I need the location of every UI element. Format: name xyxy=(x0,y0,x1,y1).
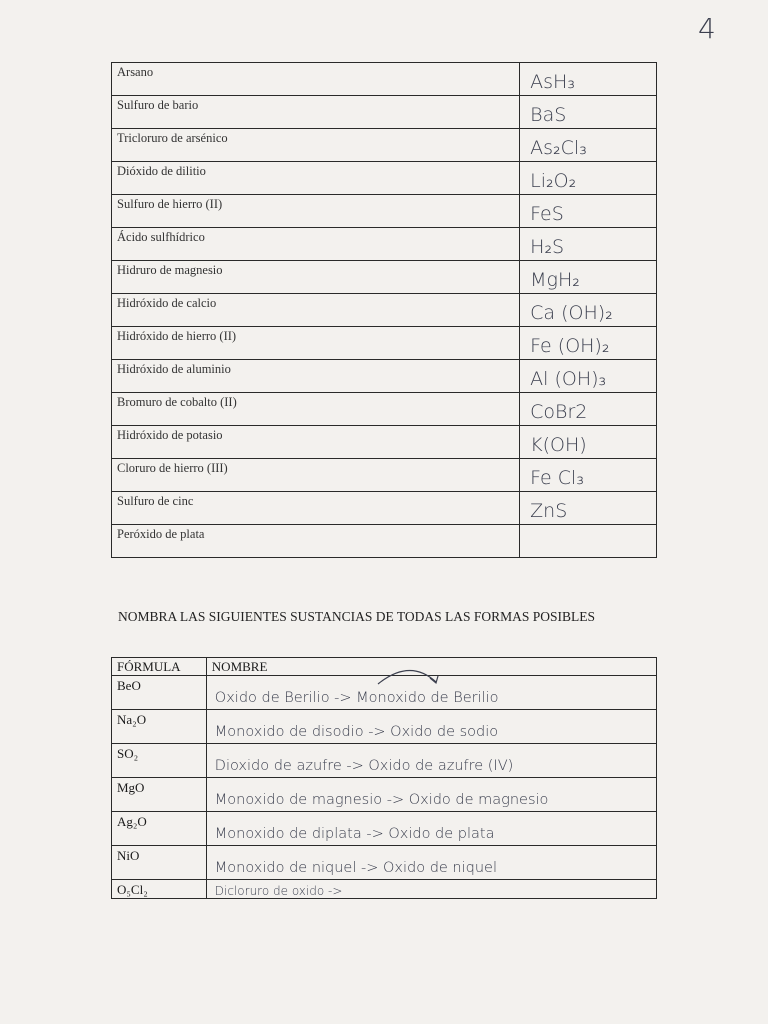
name-cell: Monoxido de diplata -> Oxido de plata xyxy=(206,812,656,846)
compound-name: Sulfuro de cinc xyxy=(112,492,520,525)
compound-name: Arsano xyxy=(112,63,520,96)
table-row xyxy=(112,846,657,880)
compound-formula: BaS xyxy=(520,96,657,129)
compounds-table xyxy=(111,62,657,558)
compound-formula: CoBr2 xyxy=(520,393,657,426)
table-row xyxy=(112,63,657,96)
table-row xyxy=(112,710,657,744)
table-row xyxy=(112,360,657,393)
compound-formula xyxy=(520,525,657,558)
formula-cell: O₅Cl₂ xyxy=(112,880,207,899)
header-formula: FÓRMULA xyxy=(112,658,207,676)
compound-formula: H₂S xyxy=(520,228,657,261)
compound-name: Ácido sulfhídrico xyxy=(112,228,520,261)
compound-name: Hidróxido de hierro (II) xyxy=(112,327,520,360)
formula-cell: SO₂ xyxy=(112,744,207,778)
table-row xyxy=(112,327,657,360)
name-cell: Dicloruro de oxido -> xyxy=(206,880,656,899)
formula-cell: NiO xyxy=(112,846,207,880)
name-cell: Monoxido de niquel -> Oxido de niquel xyxy=(206,846,656,880)
compound-name: Hidróxido de aluminio xyxy=(112,360,520,393)
compound-name: Peróxido de plata xyxy=(112,525,520,558)
page-number: 4 xyxy=(698,12,716,45)
compound-formula: ZnS xyxy=(520,492,657,525)
table-row xyxy=(112,778,657,812)
name-cell: Dioxido de azufre -> Oxido de azufre (IV) xyxy=(206,744,656,778)
compound-formula: Li₂O₂ xyxy=(520,162,657,195)
formula-cell: Na₂O xyxy=(112,710,207,744)
compound-formula: Fe (OH)₂ xyxy=(520,327,657,360)
compound-formula: FeS xyxy=(520,195,657,228)
table-row xyxy=(112,812,657,846)
name-cell: Monoxido de magnesio -> Oxido de magnesio xyxy=(206,778,656,812)
compound-name: Sulfuro de bario xyxy=(112,96,520,129)
compound-name: Hidruro de magnesio xyxy=(112,261,520,294)
formula-cell: MgO xyxy=(112,778,207,812)
name-cell: Monoxido de disodio -> Oxido de sodio xyxy=(206,710,656,744)
compound-name: Cloruro de hierro (III) xyxy=(112,459,520,492)
name-cell: Oxido de Berilio -> Monoxido de Berilio xyxy=(206,676,656,710)
table-row xyxy=(112,162,657,195)
table-row xyxy=(112,195,657,228)
table-row xyxy=(112,744,657,778)
table-row xyxy=(112,96,657,129)
compound-name: Bromuro de cobalto (II) xyxy=(112,393,520,426)
compound-name: Hidróxido de potasio xyxy=(112,426,520,459)
handwritten-arrow-icon xyxy=(374,664,454,686)
compound-formula: Fe Cl₃ xyxy=(520,459,657,492)
table-row xyxy=(112,393,657,426)
compound-formula: Ca (OH)₂ xyxy=(520,294,657,327)
table-row xyxy=(112,426,657,459)
compound-formula: K(OH) xyxy=(520,426,657,459)
compound-formula: MgH₂ xyxy=(520,261,657,294)
table-row xyxy=(112,459,657,492)
compound-name: Hidróxido de calcio xyxy=(112,294,520,327)
table-row xyxy=(112,261,657,294)
section-instruction: NOMBRA LAS SIGUIENTES SUSTANCIAS DE TODAS LAS FORMAS POSIBLES xyxy=(118,609,596,624)
table-row xyxy=(112,294,657,327)
compound-name: Sulfuro de hierro (II) xyxy=(112,195,520,228)
table-row xyxy=(112,129,657,162)
compound-formula: AsH₃ xyxy=(520,63,657,96)
compound-name: Tricloruro de arsénico xyxy=(112,129,520,162)
compound-name: Dióxido de dilitio xyxy=(112,162,520,195)
table-row xyxy=(112,525,657,558)
compound-formula: Al (OH)₃ xyxy=(520,360,657,393)
formula-cell: Ag₂O xyxy=(112,812,207,846)
table-row xyxy=(112,492,657,525)
header-name: NOMBRE xyxy=(206,658,656,676)
formula-cell: BeO xyxy=(112,676,207,710)
names-table xyxy=(111,657,657,899)
compound-formula: As₂Cl₃ xyxy=(520,129,657,162)
table-row xyxy=(112,228,657,261)
table-row xyxy=(112,880,657,899)
